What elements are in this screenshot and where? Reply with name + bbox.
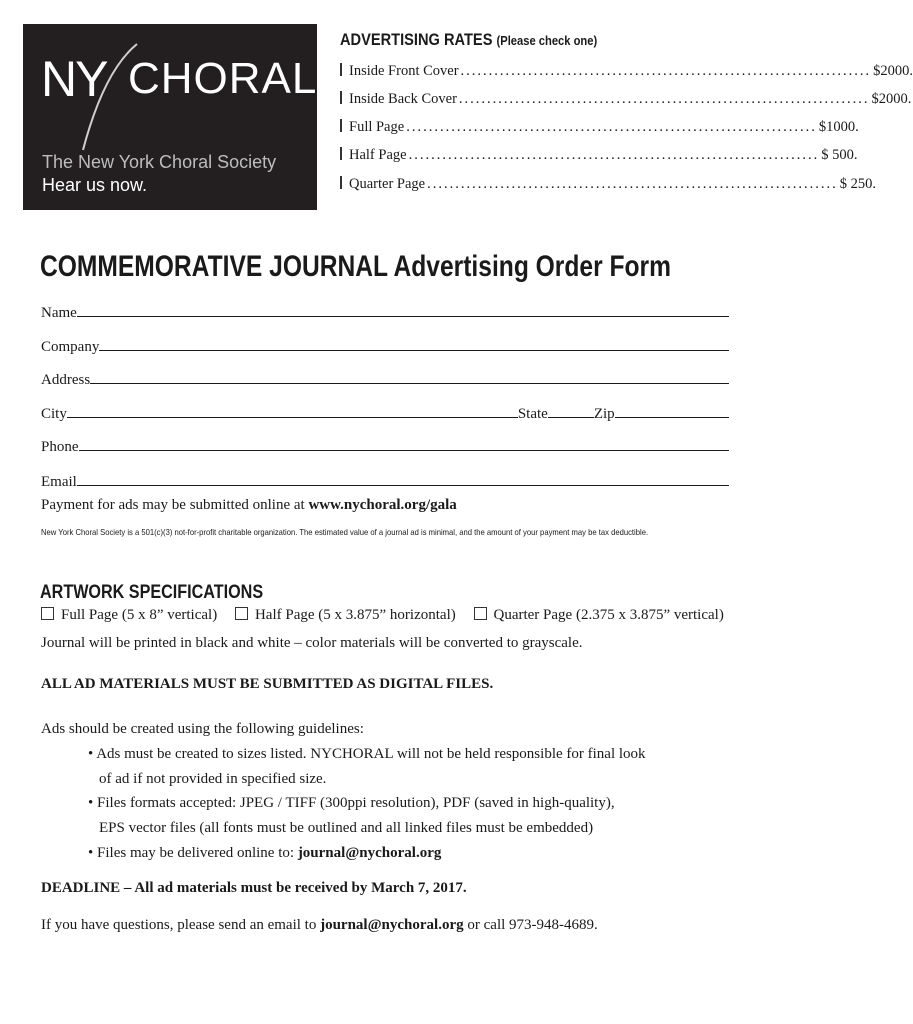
phone-label: Phone	[41, 439, 79, 455]
rate-price: $2000.	[871, 91, 912, 107]
checkbox[interactable]	[340, 91, 342, 104]
logo	[23, 24, 317, 210]
email-label: Email	[41, 474, 77, 490]
questions-suffix: or call 973-948-4689.	[463, 917, 598, 933]
digital-files-note: ALL AD MATERIALS MUST BE SUBMITTED AS DIGITAL FILES.	[41, 676, 494, 692]
artwork-option-label: Half Page (5 x 3.875” horizontal)	[254, 607, 456, 623]
guideline-text: Files may be delivered online to:	[97, 845, 298, 861]
rate-full-page[interactable]	[340, 119, 859, 136]
form-title: COMMEMORATIVE JOURNAL Advertising Order Form	[40, 250, 672, 283]
city-state-zip-field[interactable]	[41, 403, 729, 423]
address-label: Address	[41, 372, 91, 388]
grayscale-note: Journal will be printed in black and white – color materials will be converted to grayscale.	[41, 635, 583, 651]
payment-prefix: Payment for ads may be submitted online at	[41, 497, 309, 513]
payment-url-link[interactable]: www.nychoral.org/gala	[308, 497, 457, 513]
artwork-option-label: Full Page (5 x 8” vertical)	[61, 607, 218, 623]
rates-title	[340, 30, 597, 50]
rate-price: $ 500.	[821, 147, 858, 163]
checkbox[interactable]	[340, 63, 342, 76]
email-field[interactable]	[41, 471, 729, 491]
artwork-options	[41, 607, 738, 624]
rate-price: $2000.	[873, 63, 913, 79]
logo-society: The New York Choral Society	[42, 152, 277, 172]
rate-label: Inside Front Cover	[349, 63, 459, 79]
rate-half-page[interactable]	[340, 147, 858, 164]
city-label: City	[41, 406, 67, 422]
state-label: State	[517, 406, 548, 422]
company-input-line[interactable]	[99, 336, 729, 351]
artwork-title: ARTWORK SPECIFICATIONS	[40, 582, 264, 603]
questions-email-link[interactable]: journal@nychoral.org	[320, 917, 464, 933]
checkbox[interactable]	[340, 176, 342, 189]
logo-tagline: Hear us now.	[42, 175, 148, 195]
rates-title-text: ADVERTISING RATES	[340, 30, 493, 49]
dot-leader: .........................................................................	[406, 119, 817, 135]
dot-leader: .........................................................................	[408, 147, 820, 163]
rate-quarter-page[interactable]	[340, 176, 876, 193]
state-input-line[interactable]	[548, 403, 594, 418]
phone-input-line[interactable]	[79, 436, 730, 451]
rate-price: $1000.	[818, 119, 859, 135]
guideline-bullet-2-cont: EPS vector files (all fonts must be outlined and all linked files must be embedded)	[99, 820, 594, 836]
checkbox[interactable]	[235, 607, 248, 620]
guideline-text: Files formats accepted: JPEG / TIFF (300ppi resolution), PDF (saved in high-quality),	[97, 795, 615, 811]
name-label: Name	[41, 305, 77, 321]
journal-email-link[interactable]: journal@nychoral.org	[297, 845, 442, 861]
city-input-line[interactable]	[67, 403, 518, 418]
rate-inside-front-cover[interactable]	[340, 63, 913, 80]
dot-leader: .........................................................................	[458, 91, 870, 107]
rates-subtitle: (Please check one)	[496, 33, 598, 48]
artwork-option-quarter[interactable]	[474, 607, 724, 623]
checkbox[interactable]	[340, 147, 342, 160]
artwork-option-label: Quarter Page (2.375 x 3.875” vertical)	[493, 607, 724, 623]
deadline-note: DEADLINE – All ad materials must be received by March 7, 2017.	[41, 880, 467, 896]
company-label: Company	[41, 339, 100, 355]
logo-choral: CHORAL	[128, 54, 318, 103]
phone-field[interactable]	[41, 436, 729, 456]
logo-ny: NY	[41, 51, 107, 107]
artwork-option-half[interactable]	[235, 607, 456, 623]
rate-label: Inside Back Cover	[349, 91, 457, 107]
dot-leader: .........................................................................	[460, 63, 872, 79]
zip-label: Zip	[593, 406, 615, 422]
rate-label: Quarter Page	[349, 176, 426, 192]
rate-label: Half Page	[349, 147, 407, 163]
rate-label: Full Page	[349, 119, 405, 135]
name-field[interactable]	[41, 302, 729, 322]
payment-note	[41, 497, 457, 514]
rate-price: $ 250.	[839, 176, 876, 192]
address-field[interactable]	[41, 369, 729, 389]
questions-note	[41, 917, 598, 934]
name-input-line[interactable]	[77, 302, 729, 317]
dot-leader: .........................................................................	[427, 176, 838, 192]
company-field[interactable]	[41, 336, 729, 356]
zip-input-line[interactable]	[615, 403, 729, 418]
guidelines-intro: Ads should be created using the following guidelines:	[41, 721, 364, 737]
guideline-bullet-3: • Files may be delivered online to: journal@nychoral.org	[88, 845, 442, 861]
questions-prefix: If you have questions, please send an email to	[41, 917, 321, 933]
artwork-option-full[interactable]	[41, 607, 217, 623]
guideline-bullet-2: • Files formats accepted: JPEG / TIFF (300ppi resolution), PDF (saved in high-quality),	[88, 795, 615, 811]
address-input-line[interactable]	[90, 369, 729, 384]
rate-inside-back-cover[interactable]	[340, 91, 912, 108]
guideline-bullet-1-cont: of ad if not provided in specified size.	[99, 771, 327, 787]
checkbox[interactable]	[474, 607, 487, 620]
checkbox[interactable]	[41, 607, 54, 620]
tax-disclaimer: New York Choral Society is a 501(c)(3) not-for-profit charitable organization. The estimated value of a journal ad is minimal, and the amount of your payment may be tax deductible.	[41, 527, 649, 537]
checkbox[interactable]	[340, 119, 342, 132]
guideline-bullet-1: • Ads must be created to sizes listed. NYCHORAL will not be held responsible for final look	[88, 746, 646, 762]
email-input-line[interactable]	[77, 471, 729, 486]
guideline-text: Ads must be created to sizes listed. NYCHORAL will not be held responsible for final look	[96, 746, 646, 762]
